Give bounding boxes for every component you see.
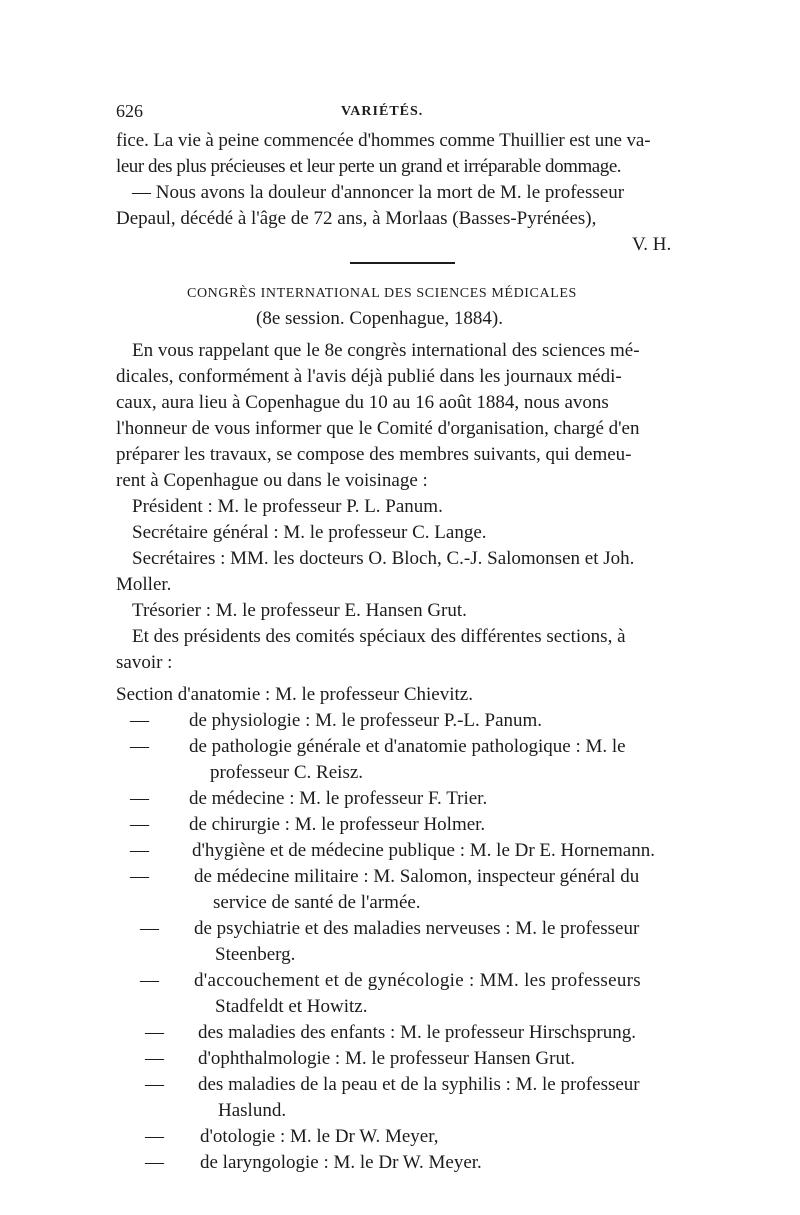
member-secretaries: Secrétaires : MM. les docteurs O. Bloch, C.-J. Salomonsen et Joh. (132, 548, 635, 569)
intro-line-5: préparer les travaux, se compose des membres suivants, qui demeu- (116, 444, 632, 465)
list-dash: — (130, 788, 149, 809)
necrology-line-4: Depaul, décédé à l'âge de 72 ans, à Morlaas (Basses-Pyrénées), (116, 208, 597, 229)
member-treasurer: Trésorier : M. le professeur E. Hansen Grut. (132, 600, 467, 621)
list-dash: — (145, 1152, 164, 1173)
list-dash: — (130, 736, 149, 757)
necrology-line-1: fice. La vie à peine commencée d'hommes comme Thuillier est une va- (116, 130, 651, 151)
section-chirurgie: de chirurgie : M. le professeur Holmer. (189, 814, 486, 835)
intro-line-2: dicales, conformément à l'avis déjà publié dans les journaux médi- (116, 366, 622, 387)
section-enfants: des maladies des enfants : M. le professeur Hirschsprung. (198, 1022, 636, 1043)
congress-title: CONGRÈS INTERNATIONAL DES SCIENCES MÉDICALES (187, 286, 577, 301)
section-accouchement: d'accouchement et de gynécologie : MM. les professeurs (194, 970, 641, 991)
section-peau: des maladies de la peau et de la syphilis : M. le professeur (198, 1074, 640, 1095)
list-dash: — (145, 1074, 164, 1095)
list-dash: — (130, 814, 149, 835)
intro-line-6: rent à Copenhague ou dans le voisinage : (116, 470, 428, 491)
intro-line-3: caux, aura lieu à Copenhague du 10 au 16 août 1884, nous avons (116, 392, 609, 413)
section-accouchement-cont: Stadfeldt et Howitz. (215, 996, 368, 1017)
section-psychiatrie: de psychiatrie et des maladies nerveuses : M. le professeur (194, 918, 640, 939)
list-dash: — (145, 1126, 164, 1147)
member-secretaries-cont: Moller. (116, 574, 172, 595)
list-dash: — (130, 710, 149, 731)
list-dash: — (145, 1022, 164, 1043)
section-medecine-militaire-cont: service de santé de l'armée. (213, 892, 421, 913)
section-pathologie: de pathologie générale et d'anatomie pathologique : M. le (189, 736, 626, 757)
section-otologie: d'otologie : M. le Dr W. Meyer, (200, 1126, 439, 1147)
separator-rule (350, 262, 455, 264)
section-psychiatrie-cont: Steenberg. (215, 944, 296, 965)
list-dash: — (130, 840, 149, 861)
necrology-line-3: — Nous avons la douleur d'annoncer la mort de M. le professeur (132, 182, 625, 203)
running-title: VARIÉTÉS. (341, 104, 424, 119)
intro-line-4: l'honneur de vous informer que le Comité d'organisation, chargé d'en (116, 418, 640, 439)
section-peau-cont: Haslund. (218, 1100, 287, 1121)
section-ophthalmologie: d'ophthalmologie : M. le professeur Hansen Grut. (198, 1048, 576, 1069)
section-medecine-militaire: de médecine militaire : M. Salomon, inspecteur général du (194, 866, 640, 887)
member-president: Président : M. le professeur P. L. Panum. (132, 496, 443, 517)
section-anatomie: Section d'anatomie : M. le professeur Chievitz. (116, 684, 473, 705)
presidents-intro: Et des présidents des comités spéciaux des différentes sections, à (132, 626, 626, 647)
list-dash: — (130, 866, 149, 887)
list-dash: — (140, 918, 159, 939)
page-number: 626 (116, 101, 143, 121)
member-secretary-general: Secrétaire général : M. le professeur C. Lange. (132, 522, 487, 543)
section-pathologie-cont: professeur C. Reisz. (210, 762, 364, 783)
congress-subtitle: (8e session. Copenhague, 1884). (256, 308, 503, 329)
signature: V. H. (632, 234, 672, 255)
list-dash: — (145, 1048, 164, 1069)
section-laryngologie: de laryngologie : M. le Dr W. Meyer. (200, 1152, 482, 1173)
presidents-intro-cont: savoir : (116, 652, 173, 673)
section-medecine: de médecine : M. le professeur F. Trier. (189, 788, 488, 809)
section-hygiene: d'hygiène et de médecine publique : M. le Dr E. Hornemann. (192, 840, 655, 861)
intro-line-1: En vous rappelant que le 8e congrès international des sciences mé- (132, 340, 640, 361)
section-physiologie: de physiologie : M. le professeur P.-L. Panum. (189, 710, 543, 731)
list-dash: — (140, 970, 159, 991)
necrology-line-2: leur des plus précieuses et leur perte un grand et irréparable dommage. (116, 156, 622, 177)
